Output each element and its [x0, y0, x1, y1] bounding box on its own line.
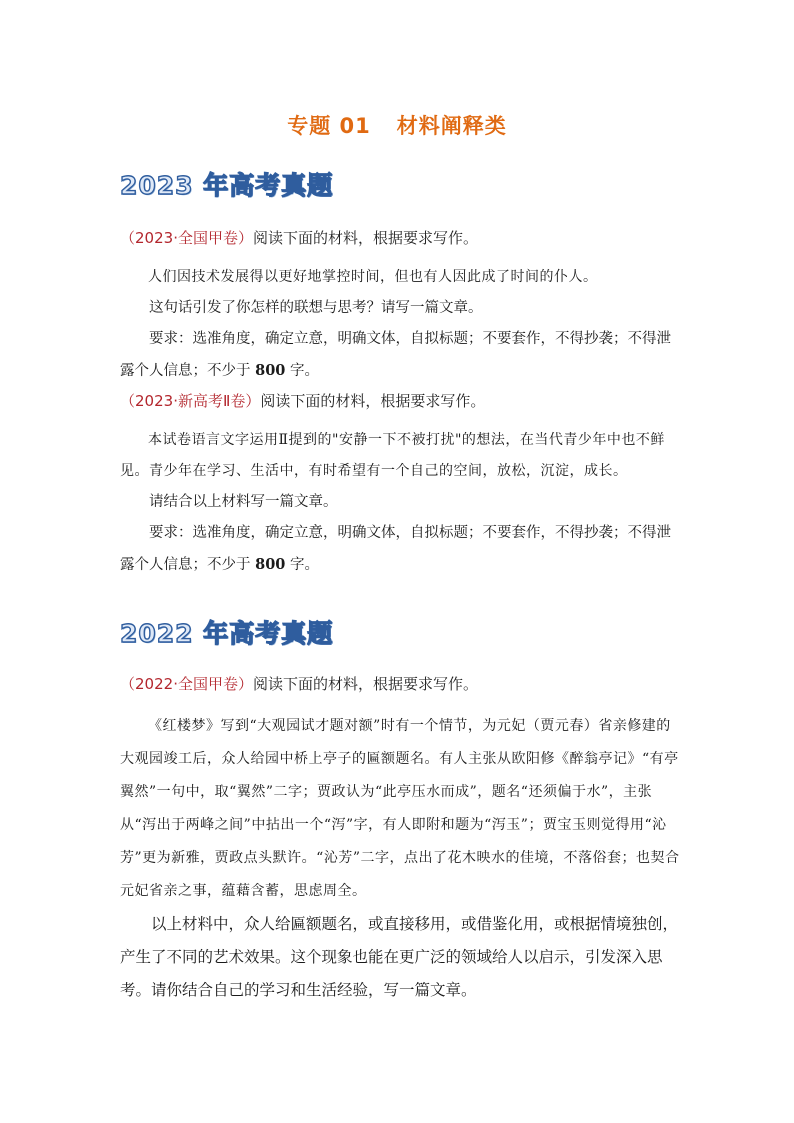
- word-count: 800: [255, 362, 286, 379]
- material-text: 本试卷语言文字运用Ⅱ提到的"安静一下不被打扰"的想法，在当代青少年中也不鲜见。青少年在学习、生活中，有时希望有一个自己的空间，放松，沉淀，成长。: [120, 432, 665, 479]
- word-count: 800: [255, 556, 286, 573]
- requirements: [120, 324, 685, 387]
- source-bracket-close: ）: [245, 392, 261, 410]
- section-heading-2022: 2022 年高考真题: [120, 619, 334, 648]
- document-title-number: 专题 01: [287, 114, 371, 138]
- source-bracket-close: ）: [237, 229, 253, 247]
- question-header: [120, 389, 685, 413]
- requirements: [120, 518, 685, 581]
- requirements-text: 要求：选准角度，确定立意，明确文体，自拟标题；不要套作，不得抄袭；不得泄露个人信息；不少于: [120, 525, 671, 573]
- writing-prompt: 以上材料中，众人给匾额题名，或直接移用，或借鉴化用，或根据情境独创，产生了不同的艺术效果。这个现象也能在更广泛的领域给人以启示，引发深入思考。请你结合自己的学习和生活经验，写一篇文章。: [120, 915, 679, 999]
- question-header: [120, 672, 685, 696]
- requirements-end: 字。: [285, 363, 319, 379]
- writing-prompt: 请结合以上材料写一篇文章。: [149, 494, 338, 510]
- question-source: 2023·全国甲卷: [135, 229, 238, 247]
- question-2023-new-gaokao-2: [120, 389, 685, 581]
- document-title-text: 材料阐释类: [396, 114, 507, 138]
- document-title: [0, 110, 794, 140]
- question-2023-national-a: [120, 226, 685, 387]
- question-source: 2023·新高考Ⅱ卷: [135, 392, 246, 410]
- question-source: 2022·全国甲卷: [135, 675, 238, 693]
- requirements-text: 要求：选准角度，确定立意，明确文体，自拟标题；不要套作，不得抄袭；不得泄露个人信息；不少于: [120, 331, 671, 379]
- question-instruction: 阅读下面的材料，根据要求写作。: [252, 675, 478, 693]
- question-instruction: 阅读下面的材料，根据要求写作。: [260, 392, 486, 410]
- material-text: 《红楼梦》写到“大观园试才题对额”时有一个情节，为元妃（贾元春）省亲修建的大观园竣工后，众人给园中桥上亭子的匾额题名。有人主张从欧阳修《醉翁亭记》“有亭翼然”一句中，取“翼然”二字；贾政认为“此亭压水而成”，题名“还须偏于水”，主张从“泻出于两峰之间”中拈出一个“泻”字，有人即附和题为“泻玉”；贾宝玉则觉得用“沁芳”更为新雅，贾政点头默许。“沁芳”二字，点出了花木映水的佳境，不落俗套；也契合元妃省亲之事，蕴藉含蓄，思虑周全。: [120, 718, 680, 899]
- source-bracket-open: （: [120, 392, 136, 410]
- question-2022-national-a: [120, 672, 685, 1007]
- question-header: [120, 226, 685, 250]
- material-text: 人们因技术发展得以更好地掌控时间，但也有人因此成了时间的仆人。: [148, 269, 598, 285]
- question-instruction: 阅读下面的材料，根据要求写作。: [252, 229, 478, 247]
- source-bracket-close: ）: [237, 675, 253, 693]
- section-heading-2023: 2023 年高考真题: [120, 171, 334, 200]
- writing-prompt: 这句话引发了你怎样的联想与思考？请写一篇文章。: [149, 300, 483, 316]
- requirements-end: 字。: [285, 557, 319, 573]
- source-bracket-open: （: [120, 229, 136, 247]
- source-bracket-open: （: [120, 675, 136, 693]
